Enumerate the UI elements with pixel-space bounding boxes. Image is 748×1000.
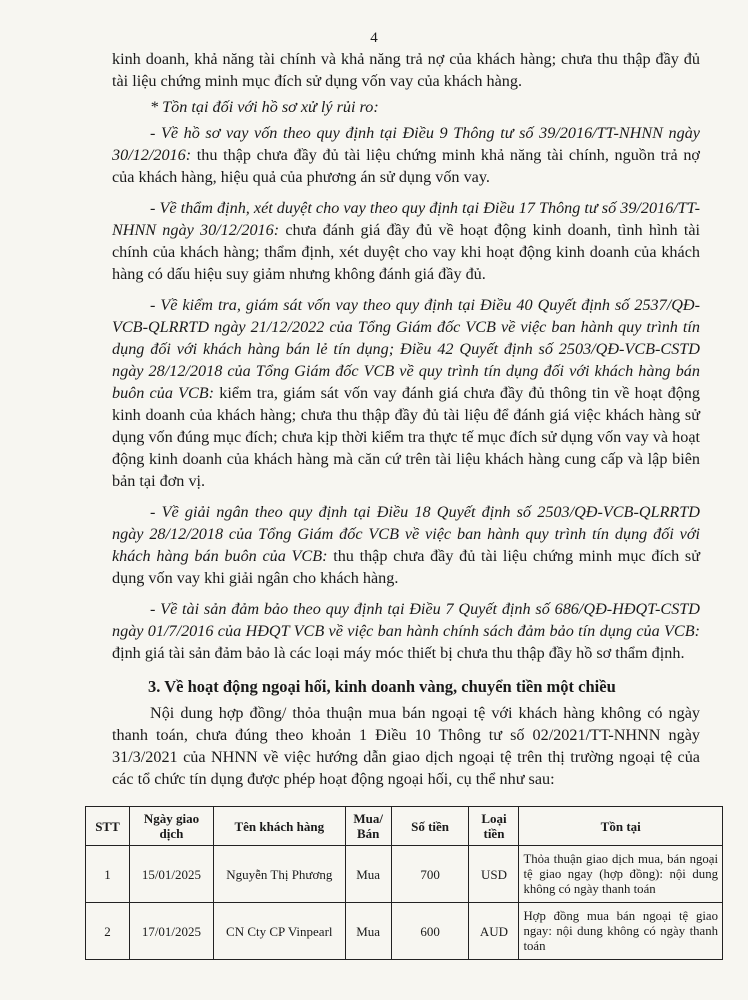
section-3-text: Nội dung hợp đồng/ thỏa thuận mua bán ngoại tệ với khách hàng không có ngày thanh toán, chưa đúng theo khoản 1 Điều 10 Thông tư số 02/2021/TT-NHNN ngày 31/3/2021 của NHNN về việc hướng dẫn giao dịch ngoại tệ trên thị trường ngoại tệ của các tổ chức tín dụng được phép hoạt động ngoại hối, cụ thể như sau: [112,704,700,788]
paragraph-supervision [112,294,700,492]
cell-date: 15/01/2025 [129,846,213,903]
paragraph-text: thu thập chưa đầy đủ tài liệu chứng minh mục đích sử dụng vốn vay khi giải ngân cho khách hàng. [112,547,700,587]
column-header-currency: Loại tiền [469,807,519,846]
cell-stt: 2 [86,903,130,960]
paragraph-lead: - Về giải ngân theo quy định tại Điều 18 Quyết định số 2503/QĐ-VCB-QLRRTD ngày 28/12/2018 của Tổng Giám đốc VCB về việc ban hành quy trình tín dụng đối với khách hàng bán buôn của VCB: [112,503,700,565]
cell-customer: CN Cty CP Vinpearl [213,903,345,960]
section-3-heading: 3. Về hoạt động ngoại hối, kinh doanh vàng, chuyển tiền một chiều [148,677,616,696]
cell-buy-sell: Mua [345,846,391,903]
column-header-customer: Tên khách hàng [213,807,345,846]
column-header-buy-sell: Mua/ Bán [345,807,391,846]
page-number: 4 [370,30,378,46]
cell-amount: 600 [391,903,469,960]
column-header-date: Ngày giao dịch [129,807,213,846]
document-body [112,48,700,790]
fx-transactions-table [85,806,723,960]
paragraph-lead: - Về kiểm tra, giám sát vốn vay theo quy định tại Điều 40 Quyết định số 2537/QĐ-VCB-QLRRTD ngày 21/12/2022 của Tổng Giám đốc VCB về việc ban hành quy trình tín dụng đối với khách hàng bán lẻ tín dụng; Điều 42 Quyết định số 2503/QĐ-VCB-CSTD ngày 28/12/2018 của Tổng Giám đốc VCB về quy trình tín dụng đối với khách hàng bán buôn của VCB: [112,296,700,402]
cell-customer: Nguyễn Thị Phương [213,846,345,903]
cell-date: 17/01/2025 [129,903,213,960]
paragraph-text: kiểm tra, giám sát vốn vay đánh giá chưa đầy đủ thông tin về hoạt động kinh doanh của khách hàng; chưa thu thập đầy đủ tài liệu để đánh giá việc khách hàng sử dụng vốn đúng mục đích; chưa kịp thời kiểm tra thực tế mục đích sử dụng vốn vay và hoạt động kinh doanh của khách hàng mà căn cứ trên tài liệu khách hàng cung cấp và lập biên bản tại đơn vị. [112,384,700,490]
paragraph-disbursement [112,501,700,589]
cell-stt: 1 [86,846,130,903]
column-header-amount: Số tiền [391,807,469,846]
cell-issue: Thỏa thuận giao dịch mua, bán ngoại tệ giao ngay (hợp đồng): nội dung không có ngày thanh toán [519,846,723,903]
table-row [86,846,723,903]
cell-currency: AUD [469,903,519,960]
paragraph-text: định giá tài sản đảm bảo là các loại máy móc thiết bị chưa thu thập đầy hồ sơ thẩm định. [112,644,685,662]
paragraph-lead: - Về thẩm định, xét duyệt cho vay theo quy định tại Điều 17 Thông tư số 39/2016/TT-NHNN ngày 30/12/2016: [112,199,700,239]
paragraph-text: chưa đánh giá đầy đủ về hoạt động kinh doanh, tình hình tài chính của khách hàng; thẩm định, xét duyệt cho vay khi hoạt động kinh doanh của khách hàng có dấu hiệu suy giảm nhưng không đánh giá đầy đủ. [112,221,701,283]
cell-issue: Hợp đồng mua bán ngoại tệ giao ngay: nội dung không có ngày thanh toán [519,903,723,960]
paragraph-continuation: kinh doanh, khả năng tài chính và khả năng trả nợ của khách hàng; chưa thu thập đầy đủ tài liệu chứng minh mục đích sử dụng vốn vay của khách hàng. [112,50,700,90]
paragraph-text: thu thập chưa đầy đủ tài liệu chứng minh khả năng tài chính, nguồn trả nợ của khách hàng, hiệu quả của phương án sử dụng vốn vay. [112,146,700,186]
cell-amount: 700 [391,846,469,903]
table-row [86,903,723,960]
cell-buy-sell: Mua [345,903,391,960]
paragraph-appraisal [112,197,700,285]
risk-heading: * Tồn tại đối với hồ sơ xử lý rủi ro: [150,98,379,116]
paragraph-collateral [112,598,700,664]
column-header-stt: STT [86,807,130,846]
paragraph-loan-dossier [112,122,700,188]
column-header-issue: Tồn tại [519,807,723,846]
cell-currency: USD [469,846,519,903]
paragraph-lead: - Về hồ sơ vay vốn theo quy định tại Điều 9 Thông tư số 39/2016/TT-NHNN ngày 30/12/2016: [112,124,700,164]
table-header-row [86,807,723,846]
paragraph-lead: - Về tài sản đảm bảo theo quy định tại Điều 7 Quyết định số 686/QĐ-HĐQT-CSTD ngày 01/7/2016 của HĐQT VCB về việc ban hành chính sách đảm bảo tín dụng của VCB: [112,600,700,640]
